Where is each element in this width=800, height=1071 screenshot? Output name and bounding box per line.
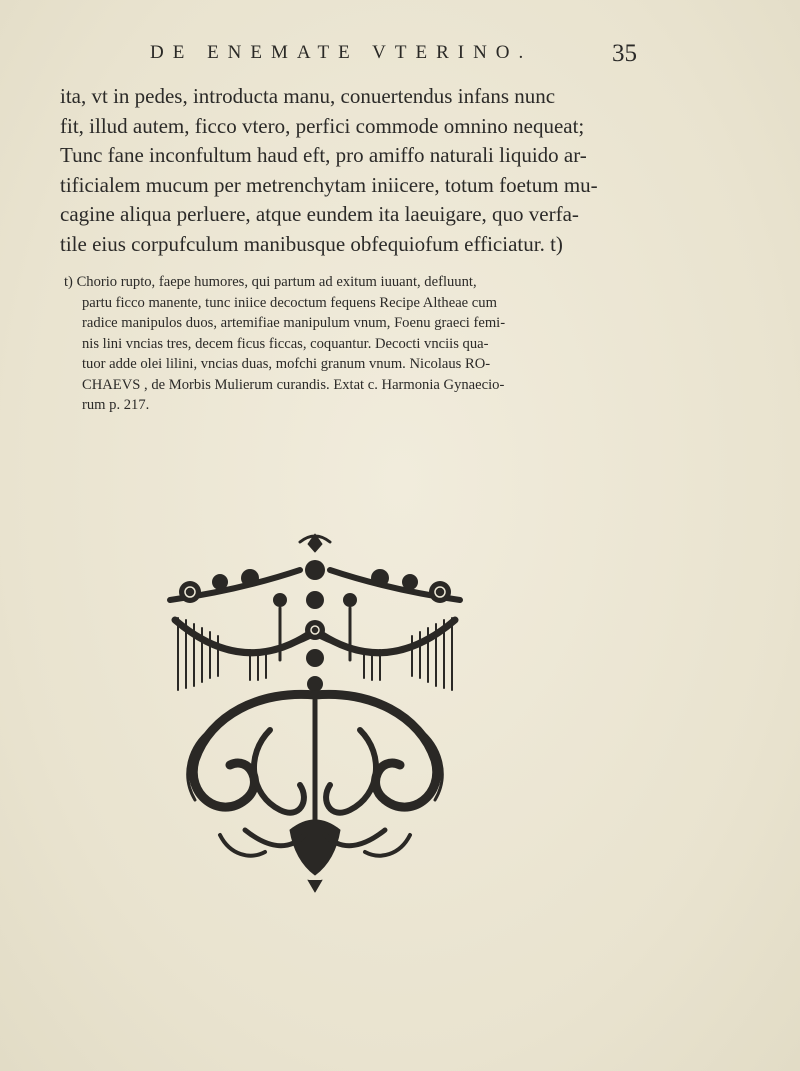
body-text	[60, 82, 680, 259]
baroque-tailpiece-ornament-icon	[150, 530, 480, 895]
body-line: fit, illud autem, ficco vtero, perfici commode omnino nequeat;	[60, 113, 585, 138]
body-line: cagine aliqua perluere, atque eundem ita laeuigare, quo verfa-	[60, 202, 579, 226]
footnote-line: radice manipulos duos, artemifiae manipulum vnum, Foenu graeci femi-	[82, 315, 506, 331]
footnote	[64, 272, 684, 416]
running-head: DE ENEMATE VTERINO.	[150, 42, 533, 63]
footnote-line: rum p. 217.	[82, 397, 150, 413]
footnote-line: CHAEVS , de Morbis Mulierum curandis. Extat c. Harmonia Gynaecio-	[82, 376, 505, 393]
footnote-line: tuor adde olei lilini, vncias duas, mofchi granum vnum. Nicolaus RO-	[82, 356, 491, 372]
footnote-line: nis lini vncias tres, decem ficus ficcas, coquantur. Decocti vnciis qua-	[82, 335, 489, 352]
body-line: Tunc fane inconfultum haud eft, pro amiffo naturali liquido ar-	[60, 143, 587, 167]
body-line: tile eius corpufculum manibusque obfequiofum efficiatur. t)	[60, 231, 563, 256]
body-line: ita, vt in pedes, introducta manu, conuertendus infans nunc	[60, 84, 556, 108]
body-line: tificialem mucum per metrenchytam iniicere, totum foetum mu-	[60, 172, 598, 197]
page-number: 35	[612, 40, 637, 67]
footnote-line: t) Chorio rupto, faepe humores, qui partum ad exitum iuuant, defluunt,	[64, 274, 477, 290]
footnote-line: partu ficco manente, tunc iniice decoctum fequens Recipe Altheae cum	[82, 294, 497, 311]
